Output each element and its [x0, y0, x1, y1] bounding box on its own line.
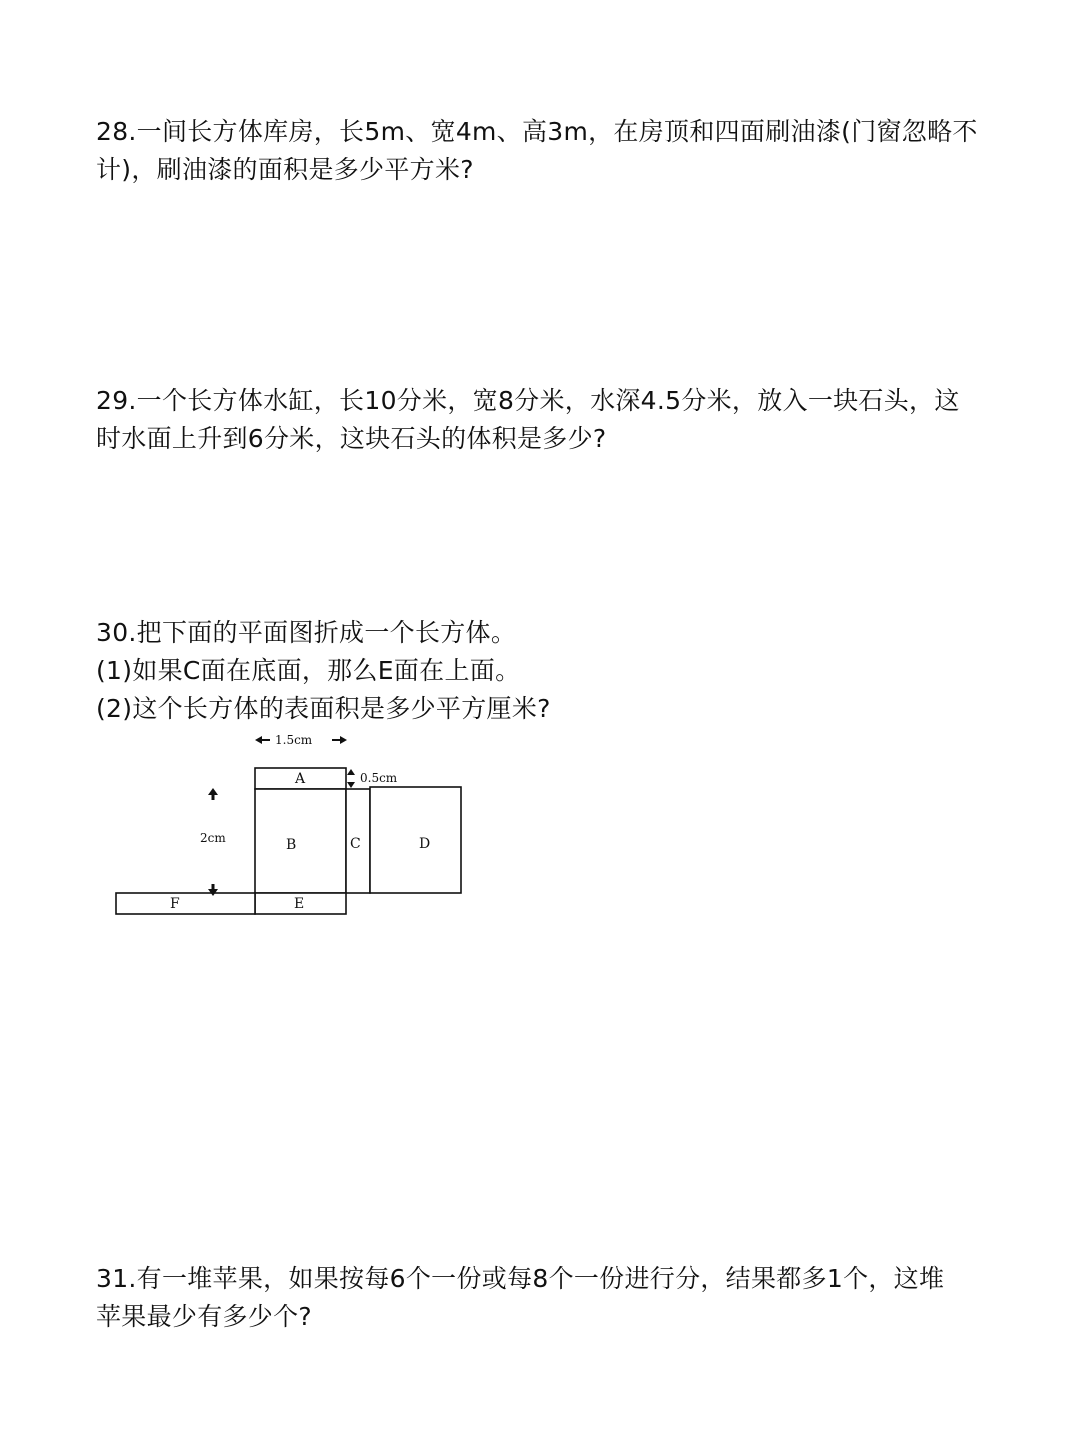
- face-f-label: F: [170, 896, 180, 912]
- face-c-label: C: [350, 836, 361, 852]
- width-dimension-label: 1.5cm: [275, 733, 313, 747]
- question-29-line-1: 29.一个长方体水缸，长10分米，宽8分米，水深4.5分米，放入一块石头，这: [96, 386, 960, 415]
- face-f: [116, 893, 255, 914]
- arrow-up-icon: [347, 769, 355, 775]
- question-28-line-2: 计)，刷油漆的面积是多少平方米?: [96, 155, 474, 184]
- arrow-right-icon: [340, 736, 347, 744]
- question-30-line-3: (2)这个长方体的表面积是多少平方厘米?: [96, 694, 551, 723]
- thickness-dimension-label: 0.5cm: [360, 771, 398, 785]
- face-e-label: E: [294, 896, 305, 912]
- arrow-down-icon: [347, 782, 355, 788]
- cuboid-net-diagram: [110, 726, 480, 926]
- face-d: [370, 787, 461, 893]
- face-b: [255, 789, 346, 893]
- face-b-label: B: [286, 837, 297, 853]
- width-dimension: [255, 733, 347, 747]
- face-d-label: D: [419, 836, 431, 852]
- question-29: [96, 382, 996, 458]
- height-dimension: [200, 788, 226, 896]
- question-31-line-2: 苹果最少有多少个?: [96, 1302, 312, 1331]
- question-28-line-1: 28.一间长方体库房，长5m、宽4m、高3m，在房顶和四面刷油漆(门窗忽略不: [96, 117, 978, 146]
- thickness-dimension: [347, 769, 398, 788]
- arrow-left-icon: [255, 736, 262, 744]
- question-31-line-1: 31.有一堆苹果，如果按每6个一份或每8个一份进行分，结果都多1个，这堆: [96, 1264, 945, 1293]
- arrow-up-icon: [208, 788, 218, 795]
- question-30-line-1: 30.把下面的平面图折成一个长方体。: [96, 618, 517, 647]
- face-a-label: A: [295, 771, 306, 787]
- height-dimension-label: 2cm: [200, 831, 226, 845]
- question-28: [96, 113, 996, 189]
- question-29-line-2: 时水面上升到6分米，这块石头的体积是多少?: [96, 424, 607, 453]
- question-30: [96, 614, 996, 728]
- question-31: [96, 1260, 996, 1336]
- question-30-line-2: (1)如果C面在底面，那么E面在上面。: [96, 656, 521, 685]
